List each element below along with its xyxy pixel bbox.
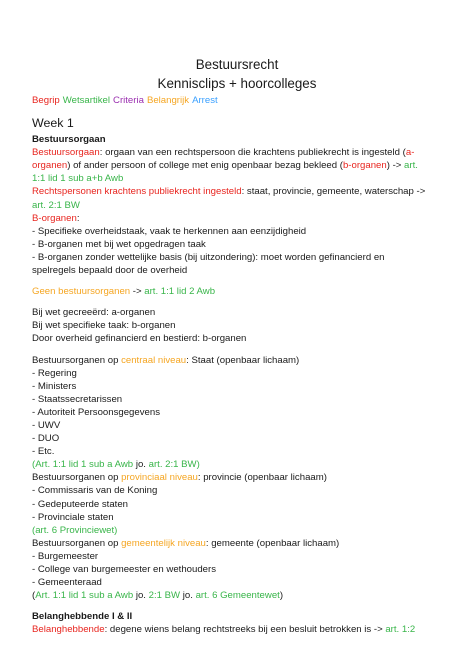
week-heading: Week 1	[32, 116, 74, 131]
article-ref: art. 1:2	[385, 624, 416, 636]
list-item: - Gedeputeerde staten	[32, 498, 129, 510]
text-line: Bij wet gecreeërd: a-organen	[32, 307, 156, 319]
text: : Staat (openbaar lichaam)	[186, 354, 300, 366]
article-ref: Art. 1:1 lid 1 sub a Awb	[35, 590, 134, 602]
paragraph-rechtspersonen	[32, 185, 452, 211]
list-item: - B-organen met bij wet opgedragen taak	[32, 238, 206, 250]
legend-wetsartikel: Wetsartikel	[62, 95, 111, 106]
paragraph-summary	[32, 306, 452, 345]
important-text: Geen bestuursorganen	[32, 286, 131, 298]
list-item: - Gemeenteraad	[32, 577, 102, 589]
text-line: Bij wet specifieke taak: b-organen	[32, 320, 176, 332]
list-item: - Commissaris van de Koning	[32, 485, 158, 497]
title-block	[0, 55, 474, 93]
text: : provincie (openbaar lichaam)	[197, 472, 327, 484]
document-subtitle: Kennisclips + hoorcolleges	[157, 76, 317, 91]
list-item: - Specifieke overheidstaak, vaak te herkennen aan eenzijdigheid	[32, 225, 307, 237]
paragraph-geen-bestuursorganen	[32, 285, 452, 298]
text: Bestuursorganen op	[32, 537, 122, 549]
article-ref: (Art. 1:1 lid 1 sub a Awb	[32, 459, 134, 471]
term-a-organen-start: a-	[405, 147, 415, 159]
text: : degene wiens belang rechtstreeks bij een besluit betrokken is ->	[104, 624, 386, 636]
article-ref: art. 6 Gemeentewet	[195, 590, 280, 602]
article-ref: art. 1:1 lid 2 Awb	[144, 286, 216, 298]
section-heading-belanghebbende: Belanghebbende I & II	[32, 611, 133, 623]
text: jo.	[133, 590, 149, 602]
important-text: centraal niveau	[121, 354, 187, 366]
term-b-organen: b-organen	[342, 160, 387, 172]
list-item-continued: spelregels bepaald door de overheid	[32, 265, 188, 277]
document-body	[32, 94, 452, 636]
list-item: - Staatssecretarissen	[32, 393, 123, 405]
paragraph-belanghebbende	[32, 623, 452, 636]
term-belanghebbende: Belanghebbende	[32, 624, 105, 636]
term-b-organen: B-organen	[32, 212, 77, 224]
list-item: - Burgemeester	[32, 550, 99, 562]
paragraph-definition	[32, 146, 452, 185]
document-title: Bestuursrecht	[195, 57, 279, 72]
paragraph-b-organen	[32, 212, 452, 277]
text-line: Door overheid gefinancierd en bestierd: b-organen	[32, 333, 247, 345]
text: Bestuursorganen op	[32, 354, 122, 366]
text: :	[76, 212, 80, 224]
list-item: - DUO	[32, 433, 60, 445]
text: : staat, provincie, gemeente, waterschap ->	[241, 186, 426, 198]
article-ref: 1:1 lid 1 sub a+b Awb	[32, 173, 124, 185]
important-text: provinciaal niveau	[121, 472, 198, 484]
text: )	[279, 590, 284, 602]
text: : gemeente (openbaar lichaam)	[205, 537, 340, 549]
term-rechtspersonen: Rechtspersonen krachtens publiekrecht ingesteld	[32, 186, 242, 198]
legend-criteria: Criteria	[113, 95, 144, 106]
list-item: - Ministers	[32, 380, 77, 392]
article-ref: art. 2:1 BW	[32, 199, 80, 211]
paragraph-provinciaal	[32, 471, 452, 536]
legend-begrip: Begrip	[32, 95, 60, 106]
list-item: - Provinciale staten	[32, 511, 114, 523]
article-ref: art. 6 Provinciewet	[35, 524, 115, 536]
text: : orgaan van een rechtspersoon die krachtens publiekrecht is ingesteld (	[99, 147, 406, 159]
list-item: - B-organen zonder wettelijke basis (bij uitzondering): moet worden gefinancierd en	[32, 251, 385, 263]
article-ref: 2:1 BW	[148, 590, 181, 602]
color-legend	[32, 94, 452, 107]
article-ref: art.	[404, 160, 418, 172]
text: Bestuursorganen op	[32, 472, 122, 484]
term-a-organen-end: organen	[32, 160, 68, 172]
list-item: - College van burgemeester en wethouders	[32, 564, 216, 575]
article-ref: art. 2:1 BW	[148, 459, 197, 471]
list-item: - Etc.	[32, 446, 55, 458]
text: (	[32, 590, 36, 602]
term-bestuursorgaan: Bestuursorgaan	[32, 147, 100, 159]
text: jo.	[133, 459, 149, 471]
text: ) ->	[386, 160, 405, 172]
list-item: - Regering	[32, 367, 77, 379]
list-item: - Autoriteit Persoonsgegevens	[32, 406, 160, 418]
legend-arrest: Arrest	[192, 95, 218, 106]
important-text: gemeentelijk niveau	[121, 537, 206, 549]
article-ref: (	[32, 524, 36, 536]
text: ) of ander persoon of college met enig openbaar bezag bekleed (	[67, 160, 343, 172]
section-heading-bestuursorgaan: Bestuursorgaan	[32, 134, 106, 146]
article-ref: )	[196, 459, 200, 471]
legend-belangrijk: Belangrijk	[146, 95, 190, 106]
text: ->	[130, 286, 145, 298]
list-item: - UWV	[32, 419, 61, 431]
article-ref: )	[114, 524, 118, 536]
paragraph-centraal	[32, 354, 452, 472]
text: jo.	[180, 590, 196, 602]
paragraph-gemeentelijk	[32, 537, 452, 602]
